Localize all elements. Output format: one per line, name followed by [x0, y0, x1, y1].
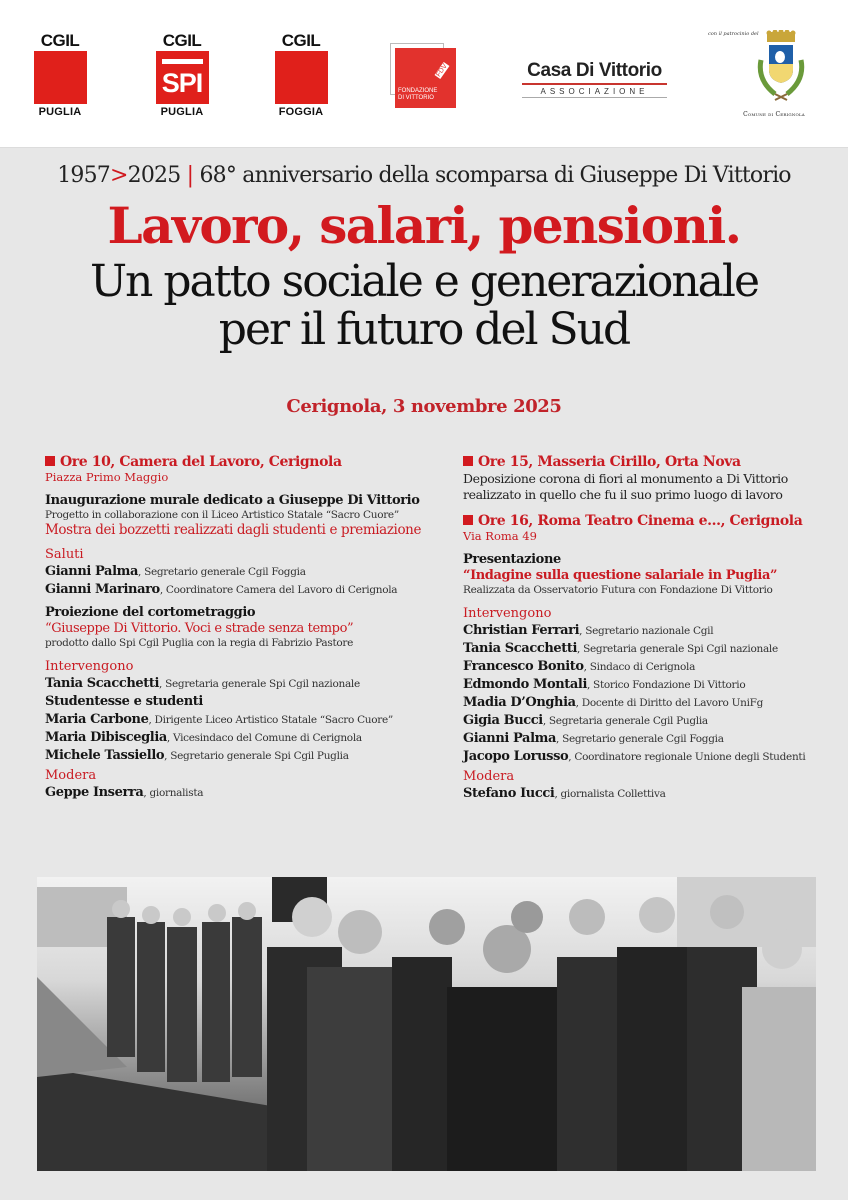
event-heading: Ore 10, Camera del Lavoro, Cerignola: [45, 454, 435, 471]
person-row: Gigia Bucci, Segretaria generale Cgil Puglia: [463, 713, 708, 728]
event-place: Piazza Primo Maggio: [45, 470, 169, 484]
person-row: Christian Ferrari, Segretario nazionale Cgil: [463, 623, 714, 638]
anniversary-line: 1957>2025 | 68° anniversario della scomparsa di Giuseppe Di Vittorio: [57, 163, 791, 188]
spi-puglia-logo: CGIL SPI PUGLIA: [154, 32, 210, 118]
film-name: “Giuseppe Di Vittorio. Voci e strade senza tempo”: [45, 621, 354, 636]
bullet-square-icon: [463, 515, 473, 525]
person-row: Madia D’Onghia, Docente di Diritto del Lavoro UniFg: [463, 695, 764, 710]
person-row: Jacopo Lorusso, Coordinatore regionale Unione degli Studenti: [463, 749, 806, 764]
cgil-foggia-logo: CGIL FOGGIA: [273, 32, 329, 118]
arrow-icon: >: [110, 163, 128, 188]
person-row: Maria Carbone, Dirigente Liceo Artistico Statale “Sacro Cuore”: [45, 712, 393, 727]
person-row: Tania Scacchetti, Segretaria generale Spi Cgil nazionale: [45, 676, 360, 691]
person-row: Studentesse e studenti: [45, 694, 203, 709]
film-credit: prodotto dallo Spi Cgil Puglia con la regia di Fabrizio Pastore: [45, 637, 354, 649]
moderator-row: Stefano Iucci, giornalista Collettiva: [463, 786, 666, 801]
moderator-label: Modera: [463, 769, 515, 784]
person-row: Gianni Marinaro, Coordinatore Camera del Lavoro di Cerignola: [45, 582, 398, 597]
cgil-puglia-logo: CGIL PUGLIA: [32, 32, 88, 118]
person-row: Maria Dibisceglia, Vicesindaco del Comune di Cerignola: [45, 730, 362, 745]
mural-exhibit: Mostra dei bozzetti realizzati dagli studenti e premiazione: [45, 522, 422, 538]
mural-project: Progetto in collaborazione con il Liceo Artistico Statale “Sacro Cuore”: [45, 509, 399, 521]
spi-square-icon: SPI: [156, 51, 209, 104]
subtitle: Un patto sociale e generazionale per il futuro del Sud: [89, 256, 759, 355]
program-right-column: Ore 15, Masseria Cirillo, Orta Nova Deposizione corona di fiori al monumento a Di Vittorio realizzato in quello che fu il suo primo luogo di lavoro Ore 16, Roma Teatro Cinema e..., Cerignola Via Roma 49 Presentazione “Indagine sulla questione salariale in Puglia” Realizzata da Osservatorio Futura con Fondazione Di Vittorio Intervengono Christian Ferrari, Segretario nazionale Cgil Tania Scacchetti, Segretaria generale Spi Cgil nazionale Francesco Bonito, Sindaco di Cerignola Edmondo Montali, Storico Fondazione Di Vittorio Madia D’Onghia, Docente di Diritto del Lavoro UniFg Gigia Bucci, Segretaria generale Cgil Puglia Gianni Palma, Segretario generale Cgil Foggia Jacopo Lorusso, Coordinatore regionale Unione degli Studenti Modera Stefano Iucci, giornalista Collettiva: [463, 454, 848, 803]
logo-band: [0, 0, 848, 148]
speakers-label: Intervengono: [463, 606, 552, 621]
event-place: Via Roma 49: [463, 529, 537, 543]
casa-di-vittorio-logo: Casa Di Vittorio ASSOCIAZIONE: [522, 60, 667, 98]
red-square-icon: [34, 51, 87, 104]
moderator-row: Geppe Inserra, giornalista: [45, 785, 204, 800]
event-heading: Ore 16, Roma Teatro Cinema e..., Cerignola: [463, 513, 848, 530]
historic-photo: [37, 877, 816, 1171]
program-left-column: [45, 454, 435, 802]
comune-cerignola-patronage: con il patrocinio del Comune di Cerignola: [700, 28, 848, 123]
moderator-label: Modera: [45, 768, 97, 783]
main-title: Lavoro, salari, pensioni.: [107, 196, 741, 255]
person-row: Francesco Bonito, Sindaco di Cerignola: [463, 659, 696, 674]
event-heading: Ore 15, Masseria Cirillo, Orta Nova: [463, 454, 848, 471]
bullet-square-icon: [463, 456, 473, 466]
saluti-label: Saluti: [45, 547, 84, 562]
photo-placeholder-icon: [37, 877, 816, 1171]
person-row: Tania Scacchetti, Segretaria generale Spi Cgil nazionale: [463, 641, 778, 656]
speakers-label: Intervengono: [45, 659, 134, 674]
person-row: Edmondo Montali, Storico Fondazione Di Vittorio: [463, 677, 746, 692]
film-title: Proiezione del cortometraggio: [45, 605, 256, 620]
person-row: Gianni Palma, Segretario generale Cgil Foggia: [463, 731, 724, 746]
red-square-icon: [275, 51, 328, 104]
coat-of-arms-icon: [755, 30, 807, 108]
presentation-title: “Indagine sulla questione salariale in Puglia”: [463, 568, 778, 583]
person-row: Michele Tassiello, Segretario generale Spi Cgil Puglia: [45, 748, 349, 763]
fondazione-di-vittorio-logo: FDV FONDAZIONE DI VITTORIO: [390, 43, 465, 109]
presentation-credit: Realizzata da Osservatorio Futura con Fondazione Di Vittorio: [463, 584, 773, 596]
mural-title: Inaugurazione murale dedicato a Giuseppe Di Vittorio: [45, 493, 420, 508]
separator: |: [186, 163, 194, 188]
bullet-square-icon: [45, 456, 55, 466]
presentation-label: Presentazione: [463, 552, 561, 567]
event-date: Cerignola, 3 novembre 2025: [286, 396, 562, 417]
person-row: Gianni Palma, Segretario generale Cgil Foggia: [45, 564, 306, 579]
